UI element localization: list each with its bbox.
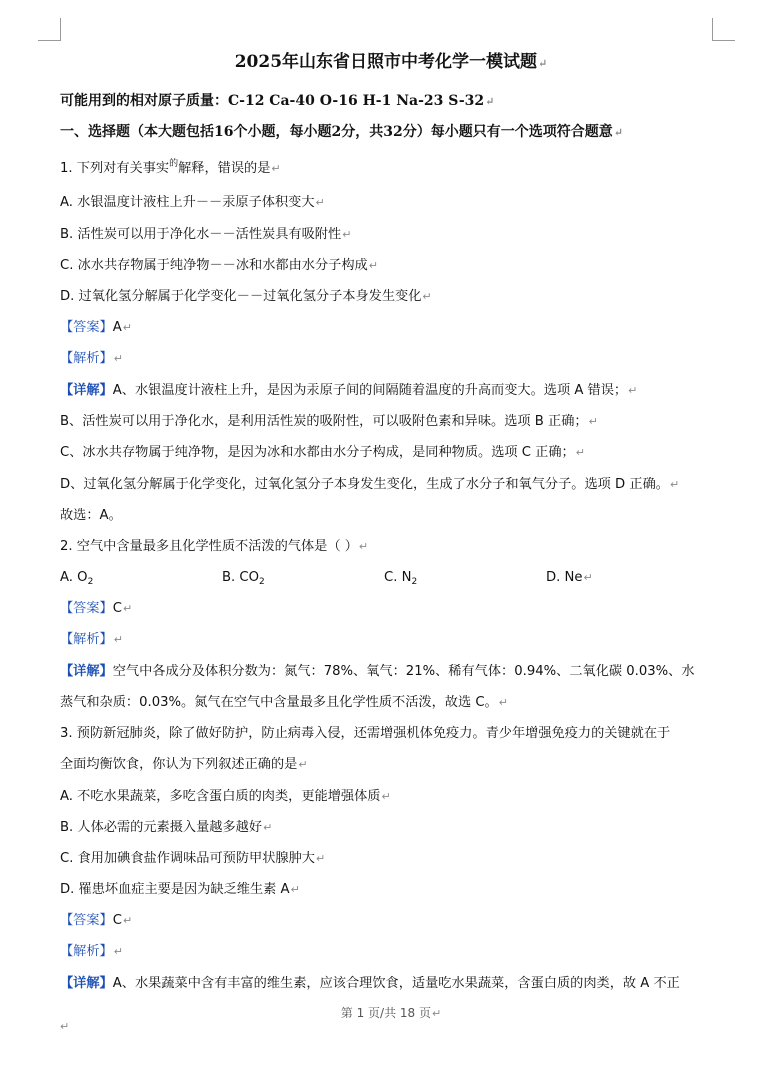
q1-answer: 【答案】A↵ — [60, 320, 132, 335]
q3-option-a: A. 不吃水果蔬菜，多吃含蛋白质的肉类，更能增强体质↵ — [60, 789, 391, 804]
q1-option-c: C. 冰水共存物属于纯净物－－冰和水都由水分子构成↵ — [60, 258, 378, 273]
q1-conclusion: 故选：A。 — [60, 508, 122, 523]
q1-stem: 1. 下列对有关事实$^的$解释，错误的是↵ — [60, 159, 281, 176]
q1-detail-b: B、活性炭可以用于净化水，是利用活性炭的吸附性，可以吸附色素和异味。选项 B 正确；↵ — [60, 414, 598, 429]
crop-mark-top-left — [38, 18, 61, 41]
crop-mark-top-right — [712, 18, 735, 41]
q2-detail-line1: 【详解】空气中各成分及体积分数为：氮气：78%、氧气：21%、稀有气体：0.94%、二氧化碳 0.03%、水 — [60, 664, 695, 679]
q2-option-b: B. $CO_2$ — [222, 570, 265, 587]
section-heading: 一、选择题（本大题包括16个小题，每小题2分，共32分）每小题只有一个选项符合题意↵ — [60, 124, 623, 140]
atomic-mass-line: 可能用到的相对原子质量：C-12 Ca-40 O-16 H-1 Na-23 S-32↵ — [60, 93, 495, 109]
q1-option-d: D. 过氧化氢分解属于化学变化－－过氧化氢分子本身发生变化↵ — [60, 289, 432, 304]
q3-answer: 【答案】C↵ — [60, 913, 133, 928]
q3-stem-line1: 3. 预防新冠肺炎，除了做好防护，防止病毒入侵，还需增强机体免疫力。青少年增强免疫力的关键就在于 — [60, 726, 671, 741]
q3-option-c: C. 食用加碘食盐作调味品可预防甲状腺肿大↵ — [60, 851, 326, 866]
page-footer: 第 1 页/共 18 页↵ — [340, 1006, 442, 1020]
q2-option-d: D. Ne↵ — [546, 570, 593, 585]
end-paragraph-mark: ↵ — [60, 1020, 70, 1033]
page-title: 2025年山东省日照市中考化学一模试题↵ — [234, 52, 548, 72]
q2-option-c: C. $N_2$ — [384, 570, 418, 587]
q1-analysis: 【解析】↵ — [60, 351, 123, 366]
q3-option-b: B. 人体必需的元素摄入量越多越好↵ — [60, 820, 273, 835]
q3-stem-line2: 全面均衡饮食，你认为下列叙述正确的是↵ — [60, 757, 308, 772]
q2-detail-line2: 蒸气和杂质：0.03%。氮气在空气中含量最多且化学性质不活泼，故选 C。↵ — [60, 695, 508, 710]
q1-option-b: B. 活性炭可以用于净化水－－活性炭具有吸附性↵ — [60, 227, 352, 242]
q3-option-d: D. 罹患坏血症主要是因为缺乏维生素 A↵ — [60, 882, 300, 897]
q2-analysis: 【解析】↵ — [60, 632, 123, 647]
q1-detail-c: C、冰水共存物属于纯净物，是因为冰和水都由水分子构成，是同种物质。选项 C 正确；↵ — [60, 445, 585, 460]
q2-stem: 2. 空气中含量最多且化学性质不活泼的气体是（ ）↵ — [60, 539, 369, 554]
q1-detail-a: 【详解】A、水银温度计液柱上升，是因为汞原子间的间隔随着温度的升高而变大。选项 A 错误；↵ — [60, 383, 638, 398]
q2-option-a: A. $O_2$ — [60, 570, 94, 587]
q3-detail-line1: 【详解】A、水果蔬菜中含有丰富的维生素，应该合理饮食，适量吃水果蔬菜，含蛋白质的肉类，故 A 不正 — [60, 976, 680, 991]
q2-answer: 【答案】C↵ — [60, 601, 133, 616]
q1-detail-d: D、过氧化氢分解属于化学变化，过氧化氢分子本身发生变化，生成了水分子和氧气分子。选项 D 正确。↵ — [60, 477, 680, 492]
q1-option-a: A. 水银温度计液柱上升－－汞原子体积变大↵ — [60, 195, 325, 210]
q3-analysis: 【解析】↵ — [60, 944, 123, 959]
